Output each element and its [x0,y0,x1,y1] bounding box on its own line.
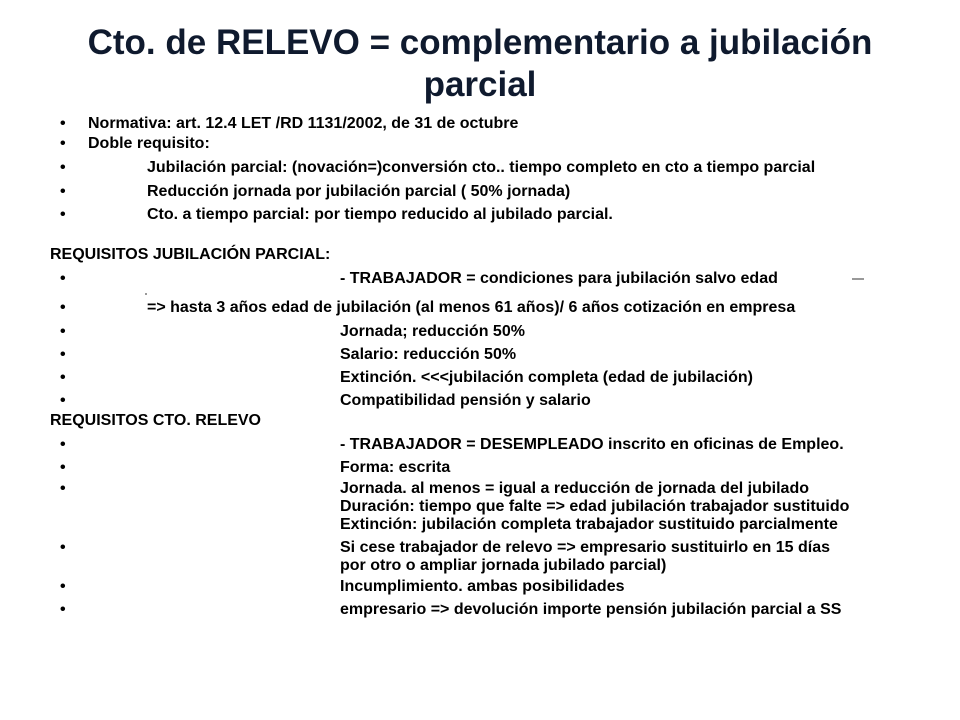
slide-title [40,22,920,106]
bullet-icon: • [60,115,66,132]
bullet-icon: • [60,299,66,316]
list-item-text: Compatibilidad pensión y salario [340,392,591,409]
bullet-icon: • [60,159,66,176]
list-item-text: - TRABAJADOR = DESEMPLEADO inscrito en oficinas de Empleo. [340,436,844,453]
bullet-icon: • [60,346,66,363]
bullet-icon: • [60,480,66,497]
bullet-icon: • [60,183,66,200]
list-item-text: Incumplimiento. ambas posibilidades [340,578,625,595]
list-item-text [340,539,830,575]
bullet-icon: • [60,135,66,152]
list-item-text-line: Jornada. al menos = igual a reducción de jornada del jubilado [340,480,809,497]
list-item-text: Reducción jornada por jubilación parcial ( 50% jornada) [147,183,571,200]
list-item-text: Jubilación parcial: (novación=)conversión cto.. tiempo completo en cto a tiempo parcial [147,159,816,176]
list-item-text: Salario: reducción 50% [340,346,517,363]
section-heading-relevo: REQUISITOS CTO. RELEVO [50,412,261,429]
bullet-icon: • [60,206,66,223]
bullet-icon: • [60,539,66,556]
list-item-text-line: Si cese trabajador de relevo => empresario sustituirlo en 15 días [340,539,830,556]
list-item-text: Jornada; reducción 50% [340,323,525,340]
artifact-mark [852,278,864,280]
bullet-icon: • [60,436,66,453]
slide-title-line-2: parcial [423,65,537,104]
list-item-text-line: Duración: tiempo que falte => edad jubilación trabajador sustituido [340,498,850,515]
list-item-text: Normativa: art. 12.4 LET /RD 1131/2002, de 31 de octubre [88,115,519,132]
artifact-mark [145,293,147,295]
list-item-text: Cto. a tiempo parcial: por tiempo reducido al jubilado parcial. [147,206,613,223]
list-item-text-line: Extinción: jubilación completa trabajador sustituido parcialmente [340,516,838,533]
slide-title-line-1: Cto. de RELEVO = complementario a jubilación [87,23,873,62]
bullet-icon: • [60,270,66,287]
list-item-text [340,480,849,534]
section-heading-jubilacion: REQUISITOS JUBILACIÓN PARCIAL: [50,246,331,263]
list-item-text: empresario => devolución importe pensión jubilación parcial a SS [340,601,842,618]
list-item-text: Forma: escrita [340,459,451,476]
bullet-icon: • [60,601,66,618]
bullet-icon: • [60,459,66,476]
list-item-text-line: por otro o ampliar jornada jubilado parcial) [340,557,667,574]
list-item-text: Extinción. <<<jubilación completa (edad de jubilación) [340,369,753,386]
list-item-text: => hasta 3 años edad de jubilación (al menos 61 años)/ 6 años cotización en empresa [147,299,796,316]
bullet-icon: • [60,369,66,386]
bullet-icon: • [60,578,66,595]
bullet-icon: • [60,323,66,340]
list-item-text: - TRABAJADOR = condiciones para jubilación salvo edad [340,270,778,287]
list-item-text: Doble requisito: [88,135,210,152]
bullet-icon: • [60,392,66,409]
